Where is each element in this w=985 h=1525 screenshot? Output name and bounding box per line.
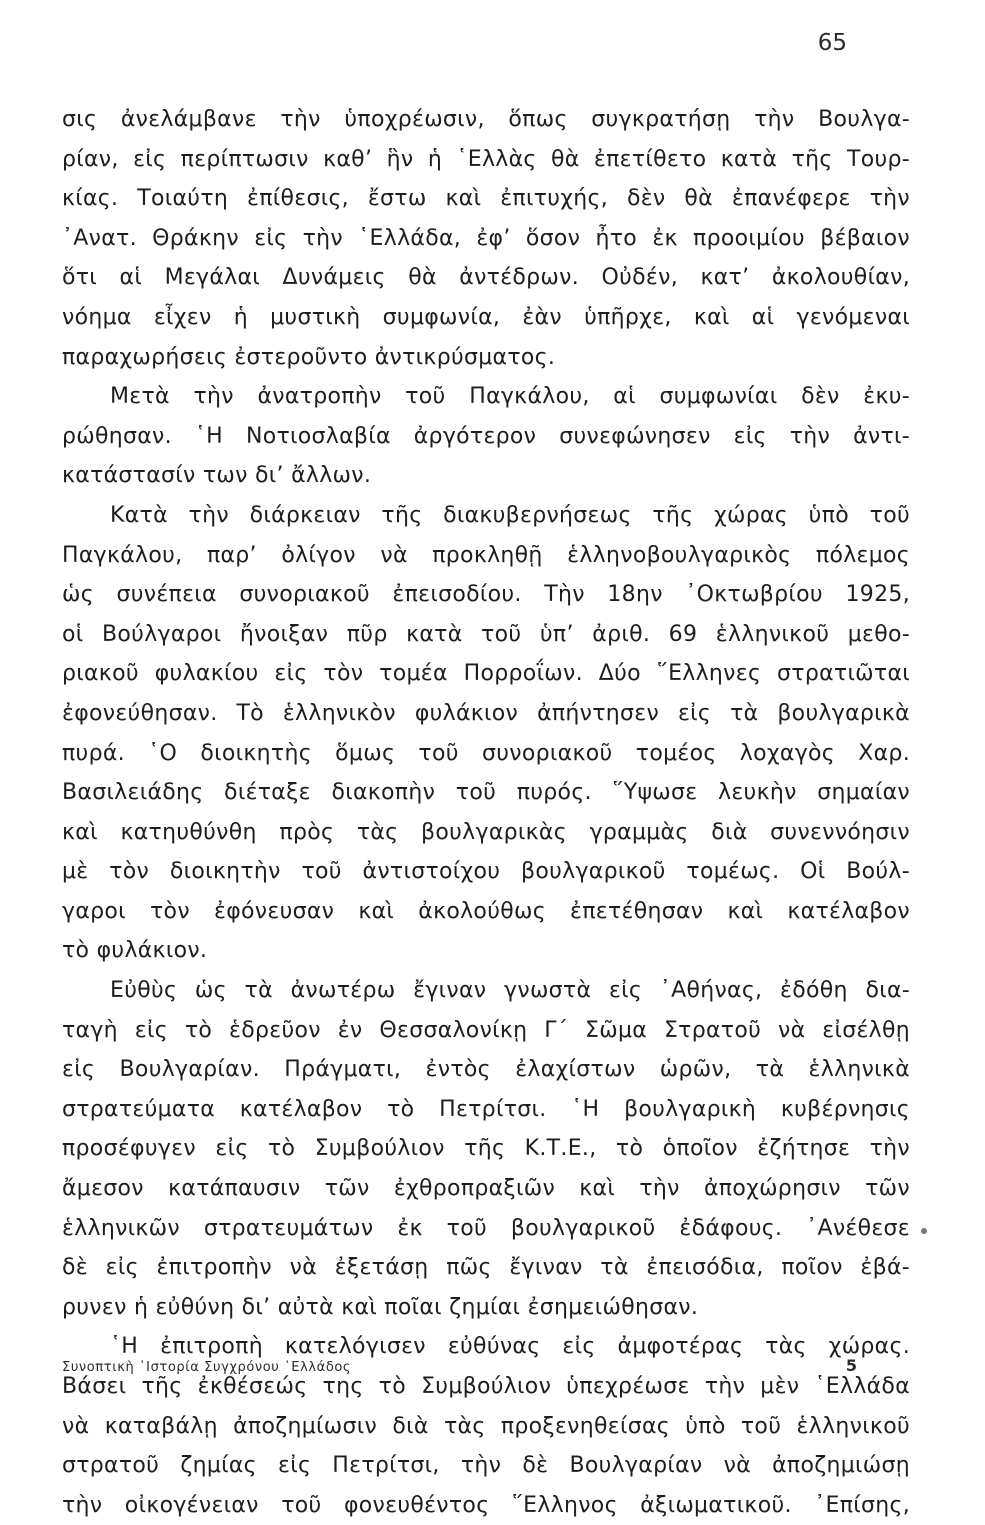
text-line: στρατοῦ ζημίας εἰς Πετρίτσι, τὴν δὲ Βουλγαρίαν νὰ ἀποζημιώσῃ — [62, 1453, 910, 1479]
text-line: ὅτι αἱ Μεγάλαι Δυνάμεις θὰ ἀντέδρων. Οὐδέν, κατ’ ἀκολουθίαν, — [62, 265, 910, 291]
text-line: δὲ εἰς ἐπιτροπὴν νὰ ἐξετάσῃ πῶς ἔγιναν τὰ ἐπεισόδια, ποῖον ἐβά- — [62, 1255, 910, 1281]
text-line: ἐφονεύθησαν. Τὸ ἑλληνικὸν φυλάκιον ἀπήντησεν εἰς τὰ βουλγαρικὰ — [62, 700, 910, 726]
text-line: οἱ Βούλγαροι ἤνοιξαν πῦρ κατὰ τοῦ ὑπ’ ἀριθ. 69 ἑλληνικοῦ μεθο- — [62, 621, 910, 647]
text-line: Βάσει τῆς ἐκθέσεώς της τὸ Συμβούλιον ὑπεχρέωσε τὴν μὲν ῾Ελλάδα — [62, 1374, 910, 1399]
text-line: ρώθησαν. ῾Η Νοτιοσλαβία ἀργότερον συνεφώνησεν εἰς τὴν ἀντι- — [62, 423, 910, 449]
text-line: Εὐθὺς ὡς τὰ ἀνωτέρω ἔγιναν γνωστὰ εἰς ᾿Αθήνας, ἐδόθη δια- — [110, 978, 910, 1004]
text-line: νὰ καταβάλῃ ἀποζημίωσιν διὰ τὰς προξενηθείσας ὑπὸ τοῦ ἑλληνικοῦ — [62, 1413, 910, 1439]
text-line: ὡς συνέπεια συνοριακοῦ ἐπεισοδίου. Τὴν 18ην ᾿Οκτωβρίου 1925, — [62, 582, 910, 608]
text-line: Κατὰ τὴν διάρκειαν τῆς διακυβερνήσεως τῆς χώρας ὑπὸ τοῦ — [110, 502, 910, 528]
text-line: ρυνεν ἡ εὐθύνη δι’ αὐτὰ καὶ ποῖαι ζημίαι ἐσημειώθησαν. — [62, 1294, 699, 1320]
text-line: ἄμεσον κατάπαυσιν τῶν ἐχθροπραξιῶν καὶ τὴν ἀποχώρησιν τῶν — [62, 1176, 910, 1202]
text-line: εἰς Βουλγαρίαν. Πράγματι, ἐντὸς ἐλαχίστων ὡρῶν, τὰ ἑλληνικὰ — [62, 1057, 910, 1083]
text-line: κατάστασίν των δι’ ἄλλων. — [62, 463, 372, 489]
text-line: τὴν οἰκογένειαν τοῦ φονευθέντος ῞Ελληνος ἀξιωματικοῦ. ᾿Επίσης, — [62, 1492, 910, 1518]
ink-smudge — [921, 1228, 927, 1234]
text-line: παραχωρήσεις ἐστεροῦντο ἀντικρύσματος. — [62, 344, 556, 370]
body-text — [62, 100, 910, 1525]
page-number: 65 — [817, 30, 847, 56]
text-line: νόημα εἶχεν ἡ μυστικὴ συμφωνία, ἐὰν ὑπῆρχε, καὶ αἱ γενόμεναι — [62, 304, 910, 330]
text-line: ῾Η ἐπιτροπὴ κατελόγισεν εὐθύνας εἰς ἀμφοτέρας τὰς χώρας. — [110, 1334, 910, 1360]
text-line: πυρά. ῾Ο διοικητὴς ὅμως τοῦ συνοριακοῦ τομέος λοχαγὸς Χαρ. — [62, 740, 910, 766]
text-line: ρίαν, εἰς περίπτωσιν καθ’ ἣν ἡ ῾Ελλὰς θὰ ἐπετίθετο κατὰ τῆς Τουρ- — [62, 146, 910, 172]
text-line: ᾿Ανατ. Θράκην εἰς τὴν ῾Ελλάδα, ἐφ’ ὅσον ἦτο ἐκ προοιμίου βέβαιον — [62, 225, 910, 251]
text-line: ταγὴ εἰς τὸ ἑδρεῦον ἐν Θεσσαλονίκῃ Γ΄ Σῶμα Στρατοῦ νὰ εἰσέλθῃ — [62, 1017, 910, 1043]
text-line: καὶ κατηυθύνθη πρὸς τὰς βουλγαρικὰς γραμμὰς διὰ συνεννόησιν — [62, 819, 910, 845]
signature-mark: 5 — [845, 1356, 857, 1375]
text-line: κίας. Τοιαύτη ἐπίθεσις, ἔστω καὶ ἐπιτυχής, δὲν θὰ ἐπανέφερε τὴν — [62, 186, 910, 212]
text-line: ἑλληνικῶν στρατευμάτων ἐκ τοῦ βουλγαρικοῦ ἐδάφους. ᾿Ανέθεσε — [62, 1215, 910, 1241]
text-line: ριακοῦ φυλακίου εἰς τὸν τομέα Πορροΐων. Δύο ῞Ελληνες στρατιῶται — [62, 661, 910, 687]
text-line: Παγκάλου, παρ’ ὀλίγον νὰ προκληθῇ ἑλληνοβουλγαρικὸς πόλεμος — [62, 542, 910, 568]
text-line: Βασιλειάδης διέταξε διακοπὴν τοῦ πυρός. ῞Υψωσε λευκὴν σημαίαν — [62, 780, 910, 806]
footer-source-title: Συνοπτικὴ ῾Ιστορία Συγχρόνου ῾Ελλάδος — [62, 1360, 352, 1375]
text-line: μὲ τὸν διοικητὴν τοῦ ἀντιστοίχου βουλγαρικοῦ τομέως. Οἱ Βούλ- — [62, 859, 910, 885]
text-line: σις ἀνελάμβανε τὴν ὑποχρέωσιν, ὅπως συγκρατήσῃ τὴν Βουλγα- — [62, 107, 910, 132]
text-line: προσέφυγεν εἰς τὸ Συμβούλιον τῆς Κ.Τ.Ε., τὸ ὁποῖον ἐζήτησε τὴν — [62, 1136, 910, 1162]
text-line: γαροι τὸν ἐφόνευσαν καὶ ἀκολούθως ἐπετέθησαν καὶ κατέλαβον — [62, 898, 910, 924]
text-line: στρατεύματα κατέλαβον τὸ Πετρίτσι. ῾Η βουλγαρικὴ κυβέρνησις — [62, 1096, 910, 1122]
text-line: Μετὰ τὴν ἀνατροπὴν τοῦ Παγκάλου, αἱ συμφωνίαι δὲν ἐκυ- — [110, 384, 910, 410]
text-line: τὸ φυλάκιον. — [62, 938, 208, 964]
